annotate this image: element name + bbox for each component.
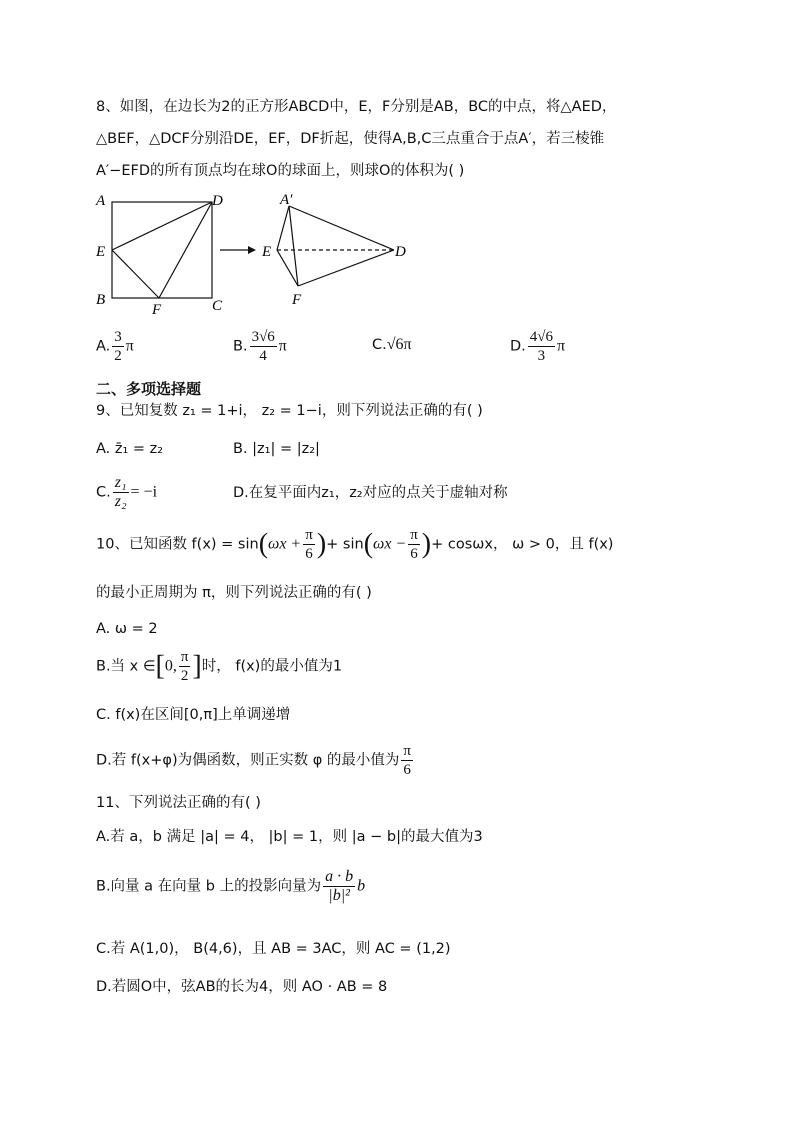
q11-stem: 11、下列说法正确的有( )	[96, 795, 261, 811]
section-heading: 二、多项选择题	[96, 380, 202, 398]
q10-option-a: A. ω = 2	[96, 621, 158, 637]
q8-option-b: B. $\frac{3√6}{4}$ π	[233, 329, 287, 364]
q8-line1: 8、如图，在边长为2的正方形ABCD中，E，F分别是AB，BC的中点，将△AED，	[96, 99, 617, 115]
q10-option-b: B.当 x ∈[0, $\frac{\pi}{2}$ ]时， f(x)的最小值为1	[96, 649, 343, 684]
q10-option-c: C. f(x)在区间[0,π]上单调递增	[96, 707, 291, 723]
q9-option-c: C. $\frac{\text{z₁}}{\text{z₂}}$ = −i	[96, 474, 158, 510]
label-E: E	[96, 244, 106, 260]
label-F: F	[152, 302, 162, 317]
q11-option-d: D.若圆O中，弦AB的长为4，则 AO · AB = 8	[96, 979, 388, 995]
label-D: D	[212, 193, 223, 209]
q8-line2: △BEF，△DCF分别沿DE，EF，DF折起，使得A,B,C三点重合于点A′，若三棱锥	[96, 131, 605, 147]
q11-option-a: A.若 a，b 满足 |a| = 4， |b| = 1，则 |a − b|的最大值为3	[96, 829, 483, 845]
q9-stem: 9、已知复数 z₁ = 1+i， z₂ = 1−i，则下列说法正确的有( )	[96, 403, 483, 419]
q8-option-c: C.√6π	[372, 336, 412, 353]
q8-line3: A′−EFD的所有顶点均在球O的球面上，则球O的体积为( )	[96, 163, 465, 179]
label-E2: E	[262, 244, 272, 260]
label-B: B	[96, 292, 106, 308]
q8-figure	[92, 192, 512, 317]
label-C: C	[212, 298, 223, 314]
q8-option-a: A. $\frac{3}{2}$ π	[96, 329, 134, 364]
q9-option-d: D.在复平面内z₁，z₂对应的点关于虚轴对称	[233, 485, 508, 501]
q8-option-d: D. $\frac{4√6}{3}$ π	[510, 329, 566, 364]
q10-stem-line2: 的最小正周期为 π，则下列说法正确的有( )	[96, 585, 372, 601]
q10-stem: 10、已知函数 f(x) = sin(ωx + $\frac{\pi}{6}$ )+ sin(ωx − $\frac{\pi}{6}$ )+ cosωx， ω > 0，且 f(x)	[96, 527, 614, 562]
q11-option-b: B.向量 a 在向量 b 上的投影向量为 $\frac{a \cdot b}{\text{|b|²}}$ b	[96, 868, 366, 904]
label-A-prime: A′	[280, 192, 293, 208]
label-A: A	[96, 193, 106, 209]
label-D2: D	[395, 244, 406, 260]
q9-option-a: A. z̄₁ = z₂	[96, 441, 164, 457]
q10-option-d: D.若 f(x+φ)为偶函数，则正实数 φ 的最小值为 $\frac{\pi}{6}$	[96, 743, 411, 778]
q9-option-b: B. |z₁| = |z₂|	[233, 441, 320, 457]
label-F2: F	[292, 292, 302, 308]
q11-option-c: C.若 A(1,0)， B(4,6)，且 AB = 3AC，则 AC = (1,2)	[96, 941, 451, 957]
